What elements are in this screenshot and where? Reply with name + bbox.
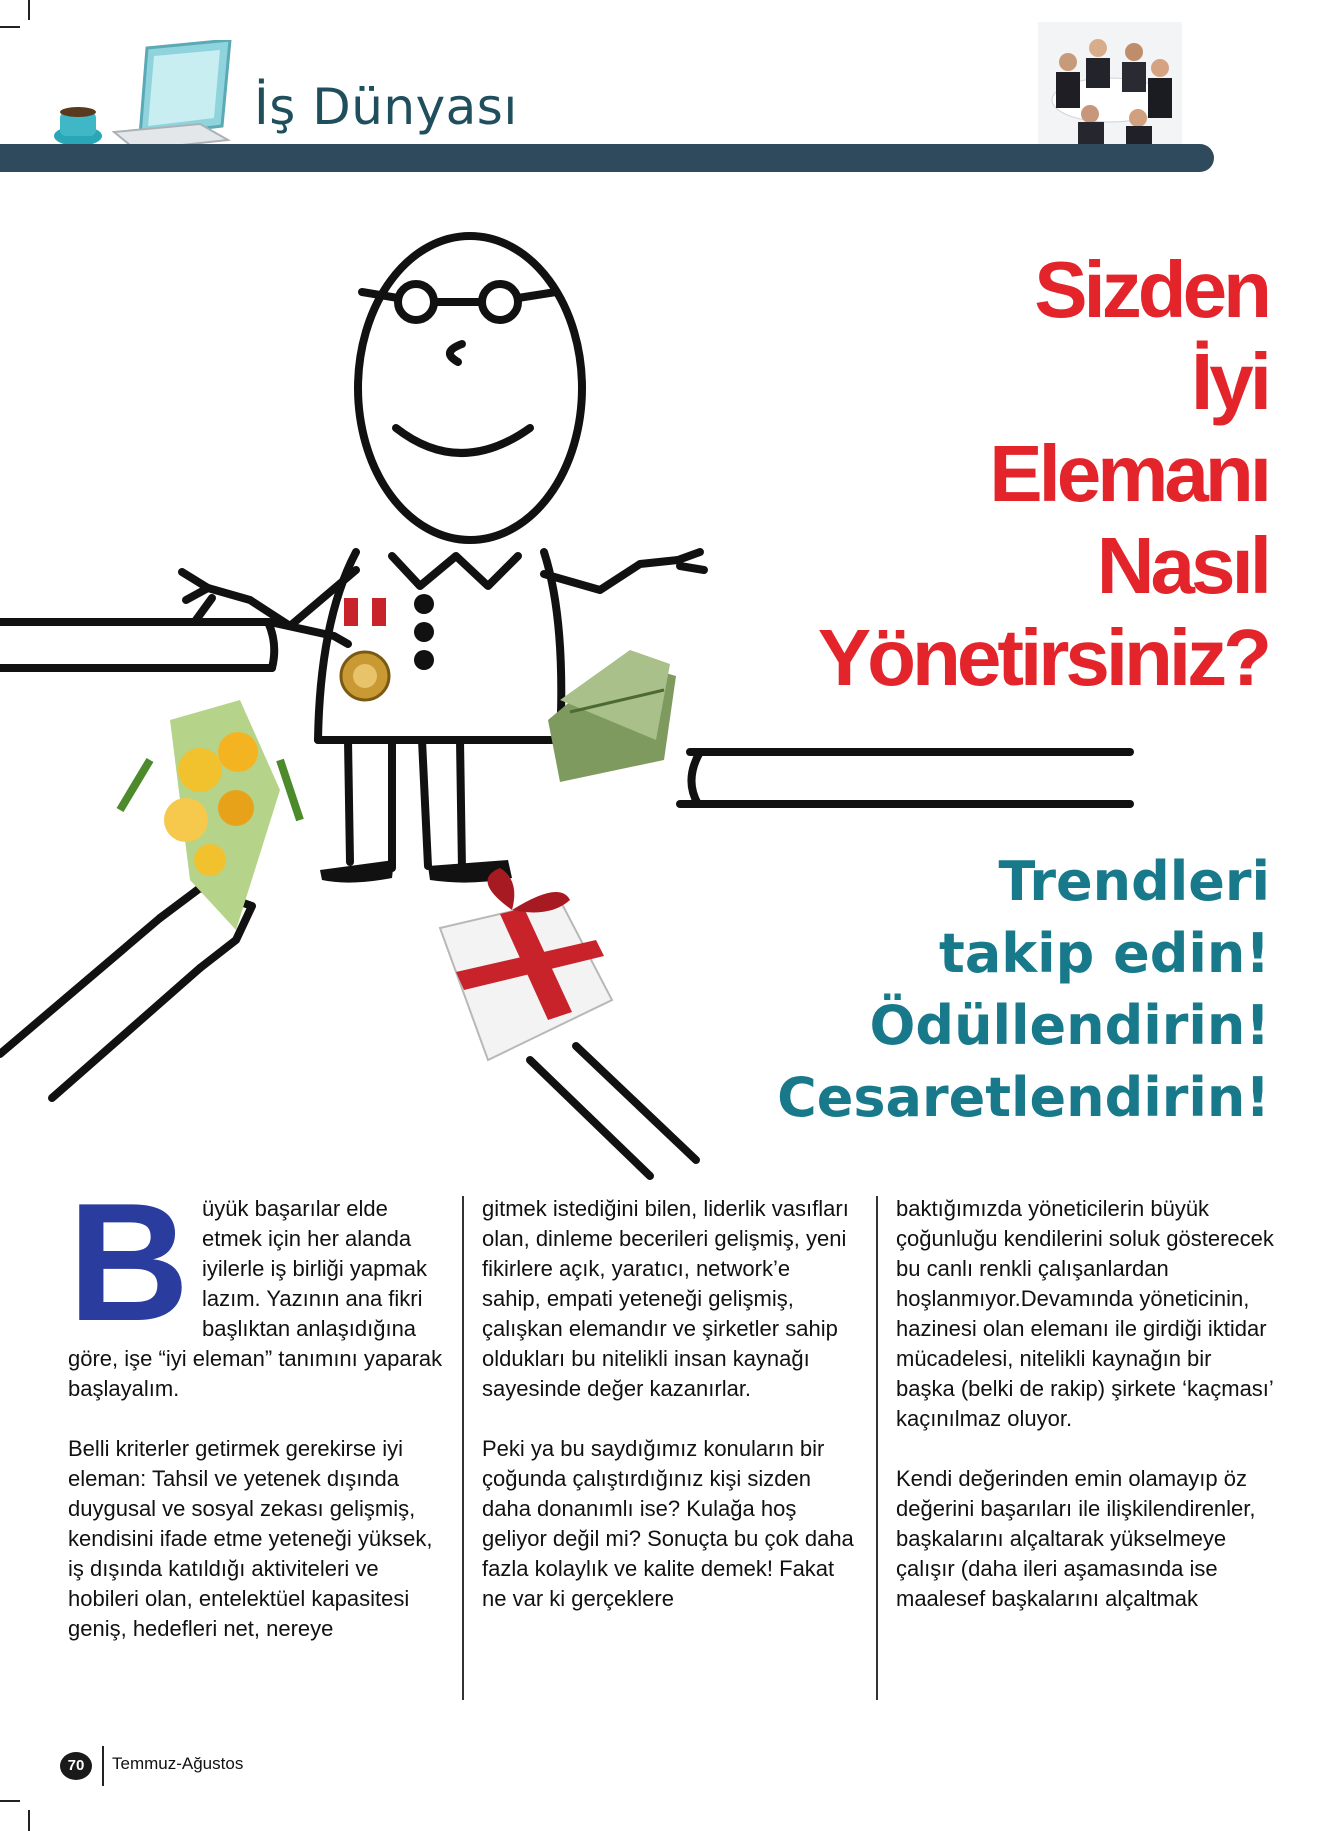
laptop-coffee-icon — [52, 40, 242, 152]
crop-mark-bottom-left-v — [28, 1810, 30, 1831]
crop-mark-top-left-v — [28, 0, 30, 20]
gift-box-icon — [440, 868, 612, 1060]
subheadline-line: takip edin! — [939, 922, 1270, 985]
article-column-3 — [896, 1194, 1276, 1644]
cartoon-left-shoe — [320, 860, 394, 883]
headline-line: İyi — [1191, 337, 1268, 426]
column-divider — [876, 1196, 878, 1700]
article-column-1 — [68, 1168, 448, 1674]
headline-line: Nasıl — [1096, 521, 1268, 610]
cartoon-head — [358, 236, 582, 540]
issue-label: Temmuz-Ağustos — [112, 1754, 244, 1773]
column-divider — [462, 1196, 464, 1700]
medal-icon — [341, 598, 389, 700]
subheadline-line: Trendleri — [998, 850, 1270, 913]
crop-mark-bottom-left — [0, 1800, 20, 1802]
footer-divider — [102, 1746, 104, 1786]
crop-mark-top-left — [0, 26, 20, 28]
drop-cap: B — [68, 1168, 190, 1356]
headline-line: Sizden — [1034, 245, 1268, 334]
section-header-bar — [0, 144, 1214, 172]
headline-line: Yönetirsiniz? — [817, 613, 1268, 702]
article-subheadline — [630, 846, 1270, 1134]
page-number: 70 — [60, 1752, 92, 1780]
subheadline-line: Cesaretlendirin! — [777, 1066, 1270, 1129]
article-paragraph: Kendi değerinden emin olamayıp öz değerini başarıları ile ilişkilendirenler, başkalarını alçaltarak yükselmeye çalışır (daha ileri aşamasında ise maalesef başkalarını alçaltmak — [896, 1466, 1256, 1611]
article-paragraph: gitmek istediğini bilen, liderlik vasıfları olan, dinleme becerileri gelişmiş, yeni fikirlere açık, yaratıcı, network’e sahip, empati yeteneği gelişmiş, çalışkan elemandır ve şirketler sahip oldukları bu nitelikli insan kaynağı sayesinde değer kazanırlar. — [482, 1196, 849, 1401]
article-paragraph: Peki ya bu saydığımız konuların bir çoğunda çalıştırdığınız kişi sizden daha donanımlı ise? Kulağa hoş geliyor değil mi? Sonuçta bu çok daha fazla kolaylık ve kalite demek! Fakat ne var ki gerçeklere — [482, 1436, 854, 1611]
paragraph-text: üyük başarılar elde etmek için her alanda iyilerle iş birliği yapmak lazım. Yazının ana fikri başlıktan anlaşıdığına göre, işe “iyi eleman” tanımını yaparak başlayalım. — [68, 1196, 443, 1401]
money-stack-icon — [548, 650, 676, 782]
business-meeting-photo — [1038, 22, 1182, 144]
flower-bouquet-icon — [120, 700, 300, 930]
headline-line: Elemanı — [989, 429, 1268, 518]
section-title: İş Dünyası — [254, 78, 518, 136]
article-column-2 — [482, 1194, 854, 1644]
article-paragraph: baktığımızda yöneticilerin büyük çoğunluğu kendilerini soluk gösterecek bu canlı renkli çalışanlardan hoşlanmıyor.Devamında yöneticinin, hazinesi olan elemanı ile girdiği iktidar mücadelesi, nitelikli kaynağın bir başka (belki de rakip) şirkete ‘kaçması’ kaçınılmaz oluyor. — [896, 1196, 1274, 1431]
article-headline — [668, 244, 1268, 704]
article-paragraph — [68, 1168, 448, 1404]
article-paragraph: Belli kriterler getirmek gerekirse iyi eleman: Tahsil ve yetenek dışında duygusal ve sosyal zekası gelişmiş, kendisini ifade etme yeteneği yüksek, iş dışında katıldığı aktiviteleri ve hobileri olan, entelektüel kapasitesi geniş, hedefleri net, nereye — [68, 1436, 433, 1641]
subheadline-line: Ödüllendirin! — [869, 994, 1270, 1057]
